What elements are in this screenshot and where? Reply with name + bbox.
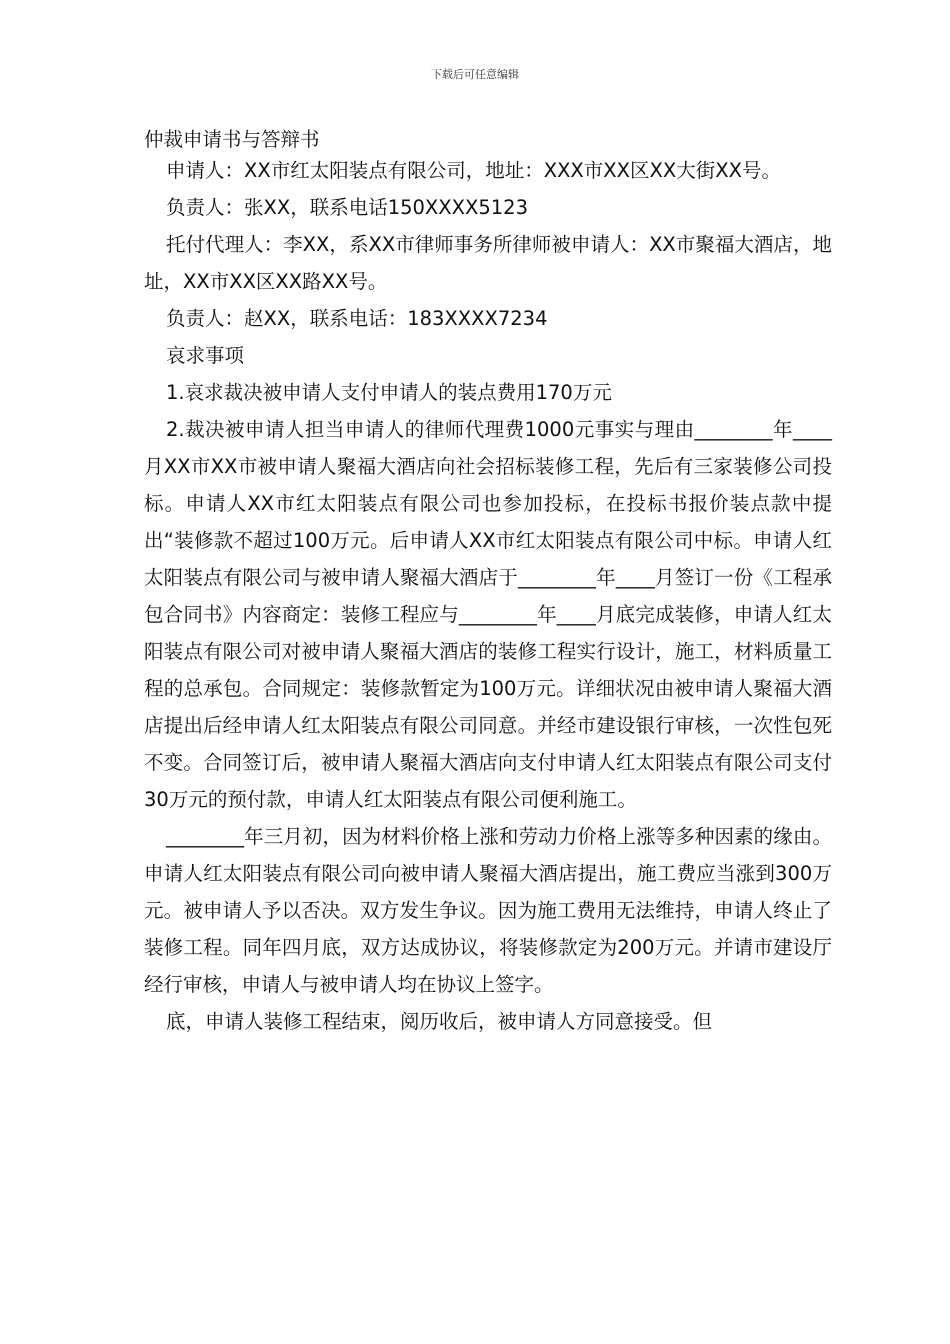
price-dispute-paragraph: ________年三月初，因为材料价格上涨和劳动力价格上涨等多种因素的缘由。申请人红太阳装点有限公司向被申请人聚福大酒店提出，施工费应当涨到300万元。被申请人予以否决。双方发生争议。因为施工费用无法维持，申请人终止了装修工程。同年四月底，双方达成协议，将装修款定为200万元。并请市建设厅经行审核，申请人与被申请人均在协议上签字。 bbox=[144, 825, 832, 996]
document-body bbox=[144, 152, 832, 1040]
page-header: 下载后可任意编辑 bbox=[431, 68, 519, 81]
completion-paragraph: 底，申请人装修工程结束，阅历收后，被申请人方同意接受。但 bbox=[166, 1010, 713, 1033]
claim-item-2-facts-paragraph: 2.裁决被申请人担当申请人的律师代理费1000元事实与理由________年____月XX市XX市被申请人聚福大酒店向社会招标装修工程，先后有三家装修公司投标。申请人XX市红太阳装点有限公司也参加投标，在投标书报价装点款中提出“装修款不超过100万元。后申请人XX市红太阳装点有限公司中标。申请人红太阳装点有限公司与被申请人聚福大酒店于________年____月签订一份《工程承包合同书》内容商定：装修工程应与________年____月底完成装修，申请人红太阳装点有限公司对被申请人聚福大酒店的装修工程实行设计，施工，材料质量工程的总承包。合同规定：装修款暂定为100万元。详细状况由被申请人聚福大酒店提出后经申请人红太阳装点有限公司同意。并经市建设银行审核，一次性包死不变。合同签订后，被申请人聚福大酒店向支付申请人红太阳装点有限公司支付30万元的预付款，申请人红太阳装点有限公司便利施工。 bbox=[144, 418, 832, 811]
respondent-responsible-paragraph: 负责人：赵XX，联系电话：183XXXX7234 bbox=[166, 307, 548, 330]
claim-item-1: 1.哀求裁决被申请人支付申请人的装点费用170万元 bbox=[166, 381, 612, 404]
applicant-responsible-paragraph: 负责人：张XX，联系电话150XXXX5123 bbox=[166, 196, 528, 219]
agent-respondent-paragraph: 托付代理人：李XX，系XX市律师事务所律师被申请人：XX市聚福大酒店，地址，XX市XX区XX路XX号。 bbox=[144, 233, 832, 293]
claims-heading: 哀求事项 bbox=[166, 344, 245, 367]
document-title: 仲裁申请书与答辩书 bbox=[144, 128, 320, 151]
applicant-paragraph: 申请人：XX市红太阳装点有限公司，地址：XXX市XX区XX大街XX号。 bbox=[166, 159, 781, 182]
